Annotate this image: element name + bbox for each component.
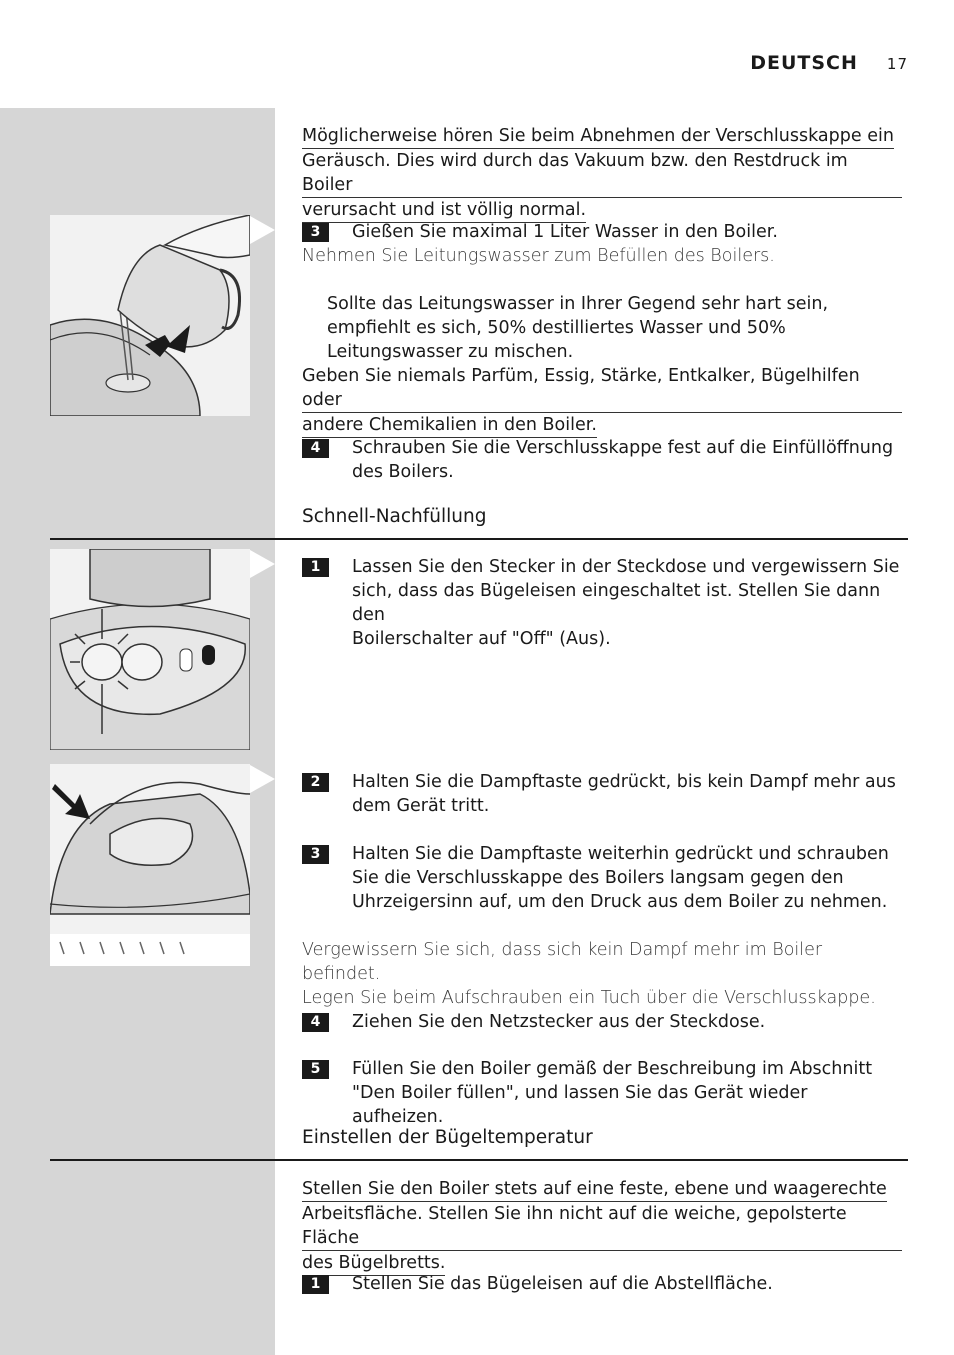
- note-line: Leitungswasser zu mischen.: [327, 342, 574, 362]
- steam-trigger-drawing: [50, 764, 250, 966]
- step-line: Ziehen Sie den Netzstecker aus der Steckdose.: [352, 1012, 766, 1032]
- note-line: empfiehlt es sich, 50% destilliertes Wasser und 50%: [327, 318, 786, 338]
- fill-step-3: [302, 220, 902, 244]
- step-line: des Boilers.: [352, 462, 454, 482]
- step-line: dem Gerät tritt.: [352, 796, 490, 816]
- step-line: Füllen Sie den Boiler gemäß der Beschreibung im Abschnitt: [352, 1059, 873, 1079]
- step-line: Sie die Verschlusskappe des Boilers langsam gegen den: [352, 868, 844, 888]
- note-line: Vergewissern Sie sich, dass sich kein Dampf mehr im Boiler befindet.: [302, 940, 823, 984]
- fill-step-4: [302, 436, 902, 484]
- warning-line: Arbeitsfläche. Stellen Sie ihn nicht auf die weiche, gepolsterte Fläche: [302, 1202, 902, 1251]
- refill-step-5: [302, 1057, 902, 1129]
- illustration-pointer: [250, 765, 275, 793]
- fill-step-3-subtext: Nehmen Sie Leitungswasser zum Befüllen des Boilers.: [302, 246, 775, 266]
- step-number-badge: 2: [302, 773, 329, 792]
- illustration-pointer: [250, 216, 275, 244]
- illustration-pointer: [250, 550, 275, 578]
- warning-line: andere Chemikalien in den Boiler.: [302, 413, 597, 438]
- section-title-temperature: Einstellen der Bügeltemperatur: [302, 1127, 593, 1148]
- step-line: Stellen Sie das Bügeleisen auf die Abstellfläche.: [352, 1274, 773, 1294]
- illustration-steam-trigger: [50, 764, 250, 966]
- note-line: Legen Sie beim Aufschrauben ein Tuch über die Verschlusskappe.: [302, 988, 876, 1008]
- step-number-badge: 3: [302, 223, 329, 242]
- intro-note-line: Möglicherweise hören Sie beim Abnehmen der Verschlusskappe ein: [302, 124, 894, 149]
- illustration-boiler-switch: [50, 549, 250, 750]
- step-number-badge: 1: [302, 558, 329, 577]
- section-title-quick-refill: Schnell-Nachfüllung: [302, 506, 487, 527]
- section-divider: [50, 538, 908, 540]
- temperature-step-1: [302, 1272, 902, 1296]
- page-header: [750, 52, 908, 74]
- step-line: sich, dass das Bügeleisen eingeschaltet ist. Stellen Sie dann den: [352, 581, 881, 625]
- chemicals-warning: [302, 364, 902, 438]
- warning-line: Geben Sie niemals Parfüm, Essig, Stärke, Entkalker, Bügelhilfen oder: [302, 364, 902, 413]
- note-line: Sollte das Leitungswasser in Ihrer Gegend sehr hart sein,: [327, 294, 829, 314]
- refill-step-1: [302, 555, 902, 651]
- step-line: Halten Sie die Dampftaste weiterhin gedrückt und schrauben: [352, 844, 889, 864]
- step-number-badge: 3: [302, 845, 329, 864]
- warning-line: des Bügelbretts.: [302, 1251, 445, 1276]
- refill-step-2: [302, 770, 902, 818]
- language-label: DEUTSCH: [750, 52, 858, 74]
- steam-note: [302, 938, 902, 1010]
- refill-step-3: [302, 842, 902, 914]
- page-number: 17: [886, 55, 908, 73]
- refill-step-4: [302, 1010, 902, 1034]
- step-line: Lassen Sie den Stecker in der Steckdose und vergewissern Sie: [352, 557, 900, 577]
- step-number-badge: 1: [302, 1275, 329, 1294]
- step-line: Uhrzeigersinn auf, um den Druck aus dem Boiler zu nehmen.: [352, 892, 888, 912]
- step-line: Schrauben Sie die Verschlusskappe fest auf die Einfüllöffnung: [352, 438, 894, 458]
- step-number-badge: 4: [302, 439, 329, 458]
- step-number-badge: 4: [302, 1013, 329, 1032]
- intro-note-line: verursacht und ist völlig normal.: [302, 198, 586, 223]
- step-text: Gießen Sie maximal 1 Liter Wasser in den Boiler.: [352, 222, 778, 242]
- boiler-switch-drawing: [50, 549, 250, 750]
- intro-note: [302, 124, 902, 223]
- section-divider: [50, 1159, 908, 1161]
- warning-line: Stellen Sie den Boiler stets auf eine feste, ebene und waagerechte: [302, 1177, 887, 1202]
- intro-note-line: Geräusch. Dies wird durch das Vakuum bzw. den Restdruck im Boiler: [302, 149, 902, 198]
- illustration-pouring-water: [50, 215, 250, 416]
- step-line: Halten Sie die Dampftaste gedrückt, bis kein Dampf mehr aus: [352, 772, 896, 792]
- pouring-water-drawing: [50, 215, 250, 416]
- hard-water-note: [327, 292, 897, 364]
- step-line: Boilerschalter auf "Off" (Aus).: [352, 629, 611, 649]
- step-line: "Den Boiler füllen", und lassen Sie das Gerät wieder aufheizen.: [352, 1083, 808, 1127]
- step-number-badge: 5: [302, 1060, 329, 1079]
- surface-warning: [302, 1177, 902, 1276]
